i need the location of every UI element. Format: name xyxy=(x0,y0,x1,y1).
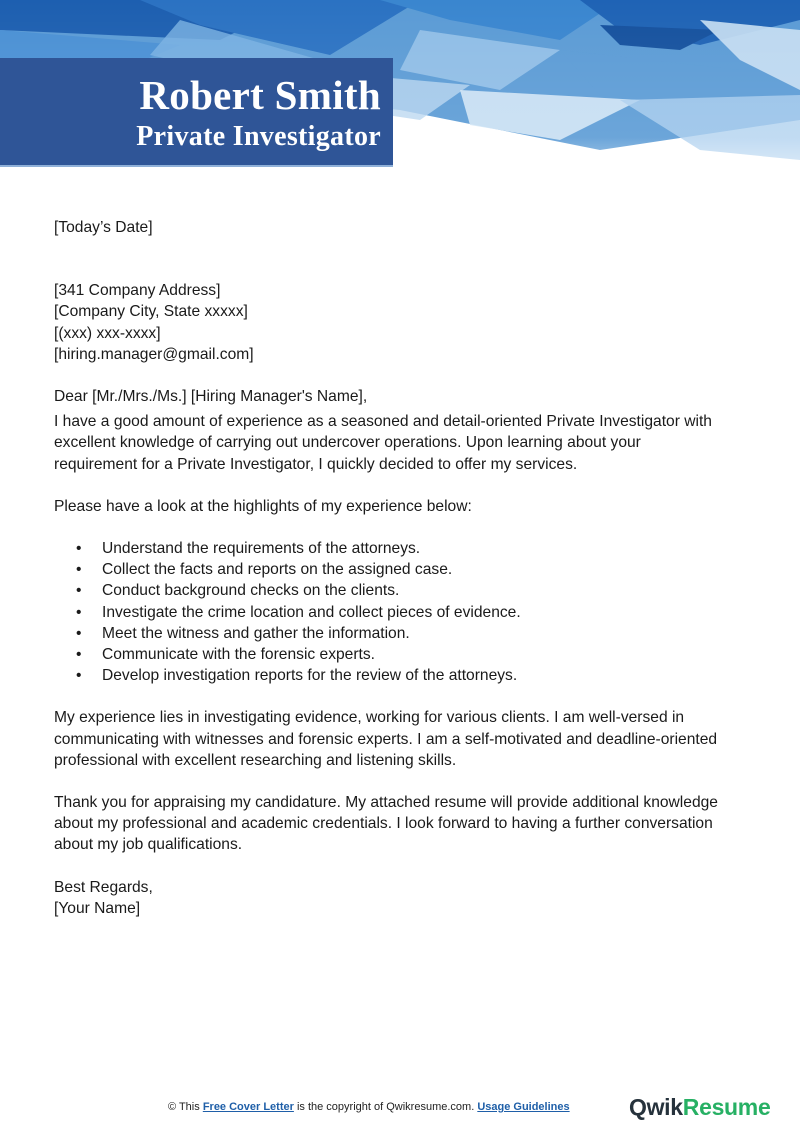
paragraph-line: communicating with witnesses and forensic experts. I am a self-motivated and deadline-oriented xyxy=(54,730,718,748)
list-item: • Meet the witness and gather the information. xyxy=(54,623,774,644)
bullet-icon: • xyxy=(76,540,82,558)
paragraph-line: requirement for a Private Investigator, I quickly decided to offer my services. xyxy=(54,455,578,473)
list-item: • Investigate the crime location and collect pieces of evidence. xyxy=(54,602,774,623)
recipient-email: [hiring.manager@gmail.com] xyxy=(54,345,254,363)
qwikresume-logo[interactable] xyxy=(629,1094,770,1121)
applicant-name: Robert Smith xyxy=(139,72,381,118)
salutation: Dear [Mr./Mrs./Ms.] [Hiring Manager's Name], xyxy=(54,388,368,406)
closing-phrase: Best Regards, xyxy=(54,878,153,896)
logo-text-qwik: Qwik xyxy=(629,1094,683,1120)
bullet-icon: • xyxy=(76,646,82,664)
bullet-icon: • xyxy=(76,667,82,685)
bullet-icon: • xyxy=(76,582,82,600)
copyright-notice: © This Free Cover Letter is the copyright of Qwikresume.com. Usage Guidelines xyxy=(168,1101,570,1113)
page-footer xyxy=(0,1094,800,1120)
paragraph-line: excellent knowledge of carrying out undercover operations. Upon learning about your xyxy=(54,434,641,452)
recipient-block xyxy=(54,280,774,365)
paragraph-line: about my job qualifications. xyxy=(54,836,243,854)
name-title-box xyxy=(0,58,393,167)
paragraph-line: professional with excellent researching and listening skills. xyxy=(54,751,457,769)
recipient-address: [341 Company Address] xyxy=(54,282,221,300)
applicant-job-title: Private Investigator xyxy=(136,121,381,152)
cover-letter-body xyxy=(54,217,774,919)
free-cover-letter-link[interactable]: Free Cover Letter xyxy=(202,1101,294,1113)
bullet-icon: • xyxy=(76,603,82,621)
highlights-intro: Please have a look at the highlights of my experience below: xyxy=(54,497,472,515)
paragraph-intro xyxy=(54,411,774,475)
paragraph-line: I have a good amount of experience as a seasoned and detail-oriented Private Investigator with xyxy=(54,413,712,431)
paragraph-line: about my professional and academic credentials. I look forward to having a further conversation xyxy=(54,815,713,833)
paragraph-line: Thank you for appraising my candidature. My attached resume will provide additional knowledge xyxy=(54,794,718,812)
paragraph-line: My experience lies in investigating evidence, working for various clients. I am well-versed in xyxy=(54,709,685,727)
usage-guidelines-link[interactable]: Usage Guidelines xyxy=(477,1101,570,1113)
list-item: • Communicate with the forensic experts. xyxy=(54,644,774,665)
list-item: • Develop investigation reports for the review of the attorneys. xyxy=(54,665,774,686)
recipient-phone: [(xxx) xxx-xxxx] xyxy=(54,324,161,342)
list-item: • Collect the facts and reports on the assigned case. xyxy=(54,559,774,580)
signature-name: [Your Name] xyxy=(54,899,141,917)
paragraph-closing xyxy=(54,792,774,856)
list-item: • Conduct background checks on the clients. xyxy=(54,580,774,601)
recipient-city-state: [Company City, State xxxxx] xyxy=(54,303,248,321)
bullet-icon: • xyxy=(76,561,82,579)
list-item: • Understand the requirements of the attorneys. xyxy=(54,538,774,559)
paragraph-experience xyxy=(54,707,774,771)
letter-date: [Today’s Date] xyxy=(54,219,153,236)
logo-text-resume: Resume xyxy=(682,1094,771,1120)
bullet-icon: • xyxy=(76,624,82,642)
highlights-list xyxy=(54,538,774,686)
